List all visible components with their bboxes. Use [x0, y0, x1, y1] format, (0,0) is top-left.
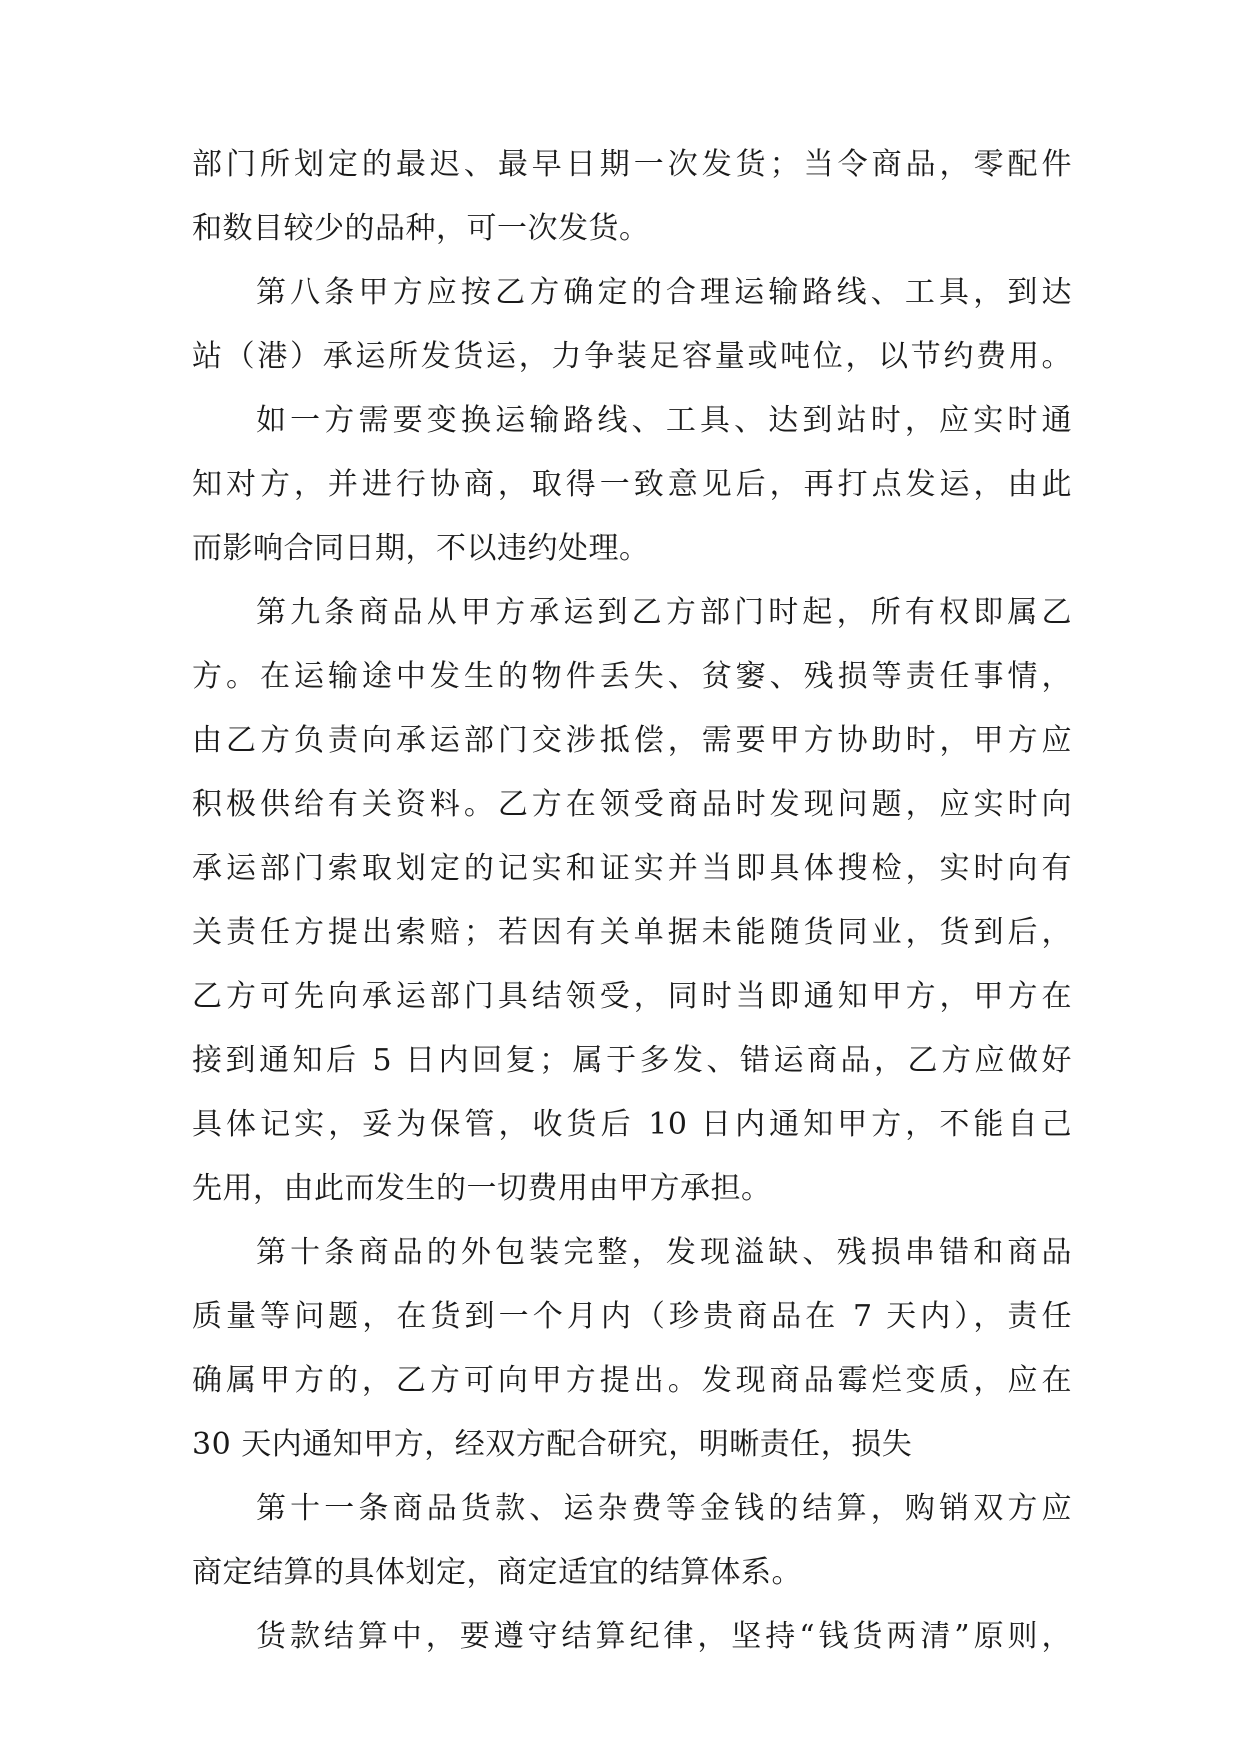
text-line: 货款结算中，要遵守结算纪律，坚持“钱货两清”原则，	[256, 1619, 1072, 1654]
text-line: 知对方，并进行协商，取得一致意见后，再打点发运，由此	[192, 467, 1072, 502]
text-line: 关责任方提出索赔；若因有关单据未能随货同业，货到后，	[192, 915, 1072, 950]
text-line: 接到通知后 5 日内回复；属于多发、错运商品，乙方应做好	[192, 1043, 1072, 1078]
text-line: 商定结算的具体划定，商定适宜的结算体系。	[192, 1555, 802, 1590]
text-line: 第十条商品的外包装完整，发现溢缺、残损串错和商品	[256, 1235, 1072, 1270]
text-line: 确属甲方的，乙方可向甲方提出。发现商品霉烂变质，应在	[192, 1363, 1072, 1398]
text-line: 第八条甲方应按乙方确定的合理运输路线、工具，到达	[256, 275, 1072, 310]
text-line: 和数目较少的品种，可一次发货。	[192, 211, 650, 246]
text-line: 乙方可先向承运部门具结领受，同时当即通知甲方，甲方在	[192, 979, 1072, 1014]
text-line: 方。在运输途中发生的物件丢失、贫窭、残损等责任事情，	[192, 659, 1072, 694]
text-line: 承运部门索取划定的记实和证实并当即具体搜检，实时向有	[192, 851, 1072, 886]
text-line: 先用，由此而发生的一切费用由甲方承担。	[192, 1171, 772, 1206]
text-line: 具体记实，妥为保管，收货后 10 日内通知甲方，不能自己	[192, 1107, 1072, 1142]
text-line: 如一方需要变换运输路线、工具、达到站时，应实时通	[256, 403, 1072, 438]
text-line: 站（港）承运所发货运，力争装足容量或吨位，以节约费用。	[192, 339, 1072, 374]
text-line: 第十一条商品货款、运杂费等金钱的结算，购销双方应	[256, 1491, 1072, 1526]
text-line: 第九条商品从甲方承运到乙方部门时起，所有权即属乙	[256, 595, 1072, 630]
text-line: 质量等问题，在货到一个月内（珍贵商品在 7 天内），责任	[192, 1299, 1072, 1334]
text-line: 由乙方负责向承运部门交涉抵偿，需要甲方协助时，甲方应	[192, 723, 1072, 758]
text-line: 部门所划定的最迟、最早日期一次发货；当令商品，零配件	[192, 147, 1072, 182]
text-line: 积极供给有关资料。乙方在领受商品时发现问题，应实时向	[192, 787, 1072, 822]
text-line: 而影响合同日期，不以违约处理。	[192, 531, 650, 566]
text-line: 30 天内通知甲方，经双方配合研究，明晰责任，损失	[192, 1427, 913, 1462]
